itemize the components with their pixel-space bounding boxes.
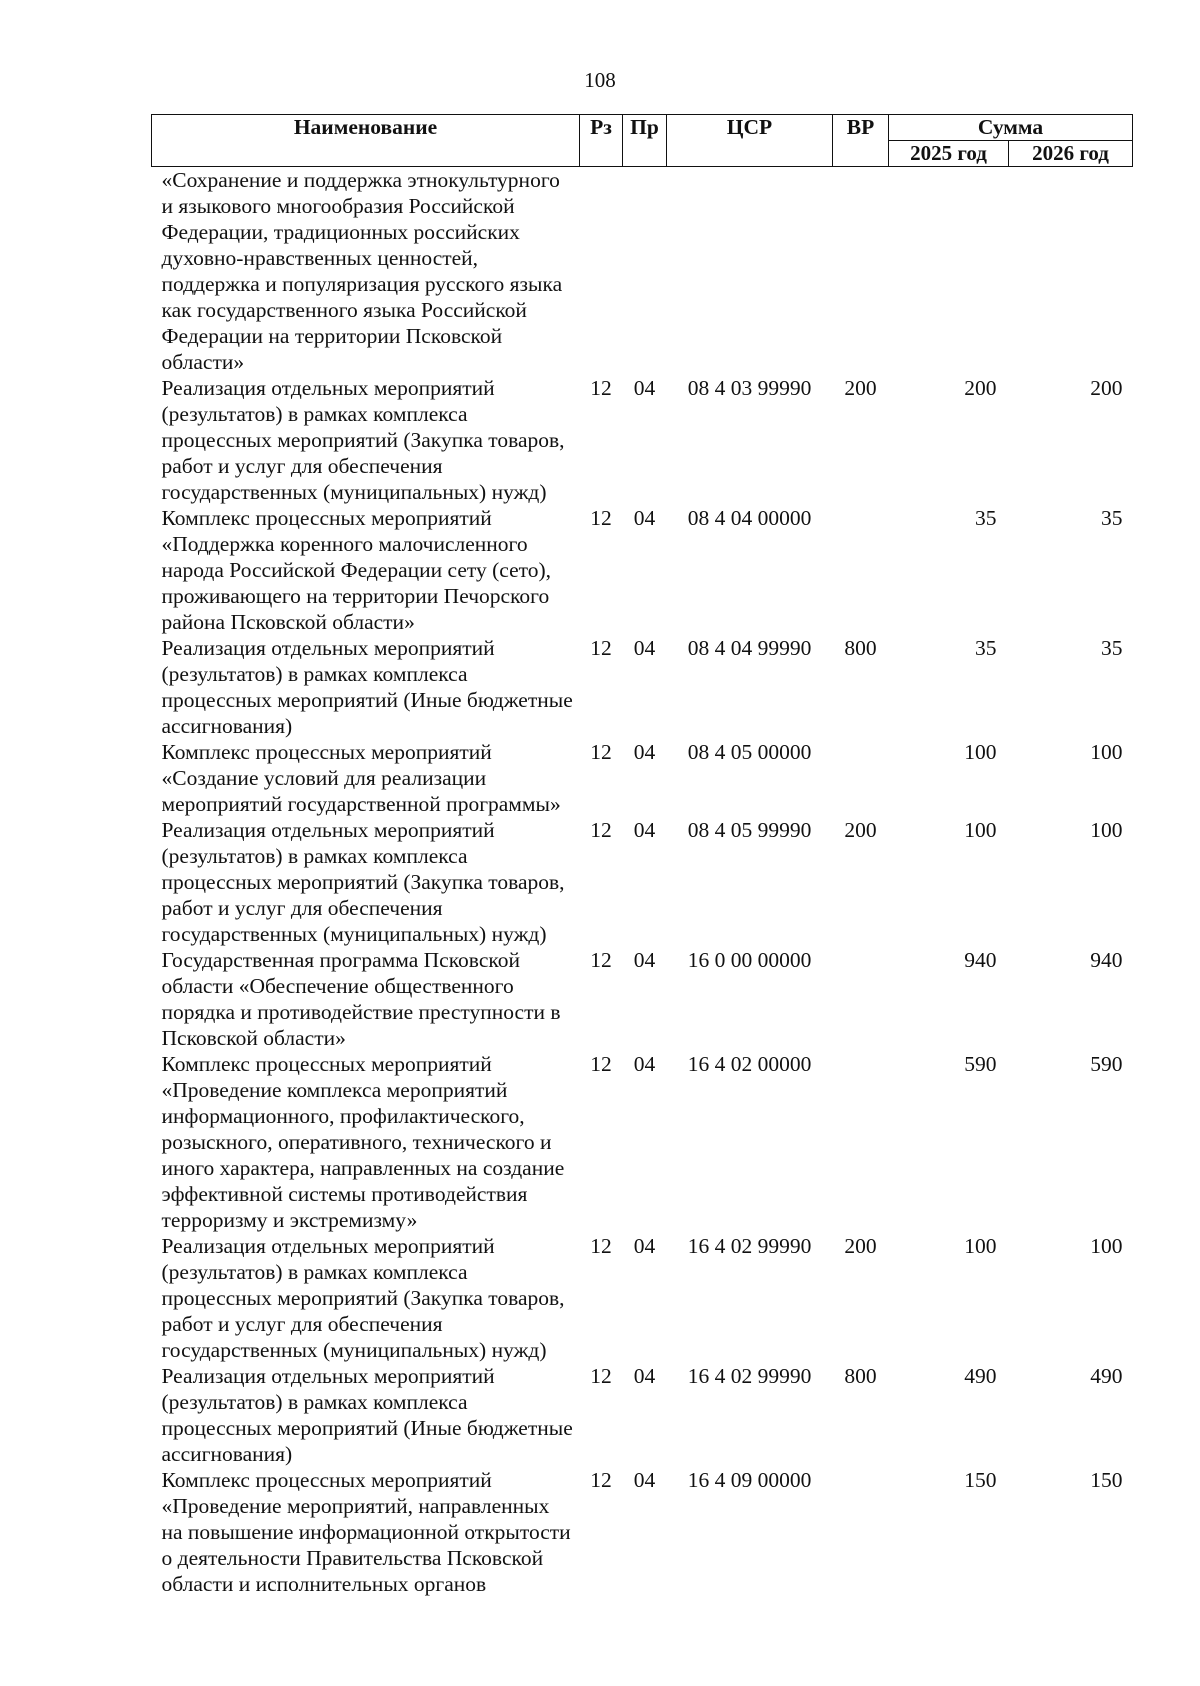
row-csr: 16 4 09 00000 [687,1468,812,1492]
header-name: Наименование [152,115,580,167]
row-rz: 12 [590,636,612,660]
table-row [152,739,1133,817]
row-sum-2026 [1009,167,1133,376]
row-sum-2026: 490 [1090,1364,1123,1388]
row-csr: 08 4 03 99990 [687,376,812,400]
header-rz: Рз [580,115,623,167]
row-name: «Сохранение и поддержка этнокультурного и языкового многообразия Российской Федерации, традиционных российских духовно-нравственных ценностей, поддержка и популяризация русского языка как государственного языка Российской Федерации на территории Псковской области» [161,168,563,374]
header-year-2026: 2026 год [1009,141,1133,167]
row-rz: 12 [590,818,612,842]
row-pr: 04 [633,740,656,764]
row-sum-2025: 590 [964,1052,997,1076]
row-sum-2025: 100 [964,1234,997,1258]
page-number: 108 [584,68,616,92]
row-vr [833,167,889,376]
table-row [152,1051,1133,1233]
row-pr: 04 [633,1234,656,1258]
row-vr: 200 [844,818,877,842]
row-sum-2026: 35 [1101,636,1123,660]
row-pr: 04 [633,1052,656,1076]
row-pr: 04 [633,376,656,400]
row-sum-2026: 100 [1090,1234,1123,1258]
row-sum-2026: 200 [1090,376,1123,400]
row-sum-2025: 100 [964,818,997,842]
row-pr: 04 [633,506,656,530]
table-row [152,1467,1133,1597]
row-rz [580,167,623,376]
row-vr [833,947,889,1051]
row-rz: 12 [590,1234,612,1258]
row-sum-2025: 35 [975,506,997,530]
row-rz: 12 [590,376,612,400]
table-row [152,1233,1133,1363]
row-vr: 800 [844,1364,877,1388]
row-name: Реализация отдельных мероприятий (результатов) в рамках комплекса процессных мероприятий (Закупка товаров, работ и услуг для обеспечения государственных (муниципальных) нужд) [161,376,565,504]
table-row [152,375,1133,505]
row-name: Государственная программа Псковской области «Обеспечение общественного порядка и противодействие преступности в Псковской области» [161,948,561,1050]
row-csr: 16 4 02 00000 [687,1052,812,1076]
header-csr: ЦСР [667,115,833,167]
row-pr: 04 [633,1468,656,1492]
header-year-2025: 2025 год [889,141,1009,167]
table-header [152,115,1133,167]
row-sum-2025: 150 [964,1468,997,1492]
table-row [152,635,1133,739]
row-csr: 16 0 00 00000 [687,948,812,972]
row-sum-2026: 100 [1090,740,1123,764]
row-vr [833,1051,889,1233]
row-sum-2026: 150 [1090,1468,1123,1492]
row-csr: 08 4 04 99990 [687,636,812,660]
row-sum-2025: 940 [964,948,997,972]
row-vr: 800 [844,636,877,660]
table-row [152,167,1133,376]
row-name: Комплекс процессных мероприятий «Создание условий для реализации мероприятий государственной программы» [161,740,561,816]
row-pr: 04 [633,948,656,972]
row-name: Реализация отдельных мероприятий (результатов) в рамках комплекса процессных мероприятий (Иные бюджетные ассигнования) [161,636,573,738]
row-rz: 12 [590,740,612,764]
row-rz: 12 [590,948,612,972]
header-vr: ВР [833,115,889,167]
table-row [152,505,1133,635]
row-vr [833,1467,889,1597]
row-sum-2025: 100 [964,740,997,764]
row-vr [833,505,889,635]
row-csr: 16 4 02 99990 [687,1364,812,1388]
row-sum-2026: 590 [1090,1052,1123,1076]
table-row [152,1363,1133,1467]
row-sum-2025 [889,167,1009,376]
budget-table [151,114,1133,1597]
row-name: Реализация отдельных мероприятий (результатов) в рамках комплекса процессных мероприятий (Иные бюджетные ассигнования) [161,1364,573,1466]
row-name: Комплекс процессных мероприятий «Поддержка коренного малочисленного народа Российской Федерации сету (сето), проживающего на территории Печорского района Псковской области» [161,506,552,634]
row-pr: 04 [633,636,656,660]
row-csr: 08 4 04 00000 [687,506,812,530]
row-vr [833,739,889,817]
row-pr: 04 [633,1364,656,1388]
row-vr: 200 [844,1234,877,1258]
row-name: Комплекс процессных мероприятий «Проведение комплекса мероприятий информационного, профилактического, розыскного, оперативного, технического и иного характера, направленных на создание эффективной системы противодействия терроризму и экстремизму» [161,1052,565,1232]
row-sum-2025: 490 [964,1364,997,1388]
row-rz: 12 [590,1468,612,1492]
row-pr: 04 [633,818,656,842]
table-body [152,167,1133,1598]
row-csr: 16 4 02 99990 [687,1234,812,1258]
row-name: Комплекс процессных мероприятий «Проведение мероприятий, направленных на повышение информационной открытости о деятельности Правительства Псковской области и исполнительных органов [161,1468,571,1596]
row-rz: 12 [590,1364,612,1388]
row-sum-2026: 940 [1090,948,1123,972]
row-sum-2025: 35 [975,636,997,660]
row-csr: 08 4 05 99990 [687,818,812,842]
row-name: Реализация отдельных мероприятий (результатов) в рамках комплекса процессных мероприятий (Закупка товаров, работ и услуг для обеспечения государственных (муниципальных) нужд) [161,818,565,946]
row-csr [667,167,833,376]
header-sum: Сумма [889,115,1133,141]
row-rz: 12 [590,506,612,530]
table-row [152,947,1133,1051]
row-vr: 200 [844,376,877,400]
row-sum-2026: 100 [1090,818,1123,842]
row-pr [623,167,667,376]
row-csr: 08 4 05 00000 [687,740,812,764]
row-rz: 12 [590,1052,612,1076]
row-sum-2026: 35 [1101,506,1123,530]
row-name: Реализация отдельных мероприятий (результатов) в рамках комплекса процессных мероприятий (Закупка товаров, работ и услуг для обеспечения государственных (муниципальных) нужд) [161,1234,565,1362]
table-row [152,817,1133,947]
row-sum-2025: 200 [964,376,997,400]
header-pr: Пр [623,115,667,167]
